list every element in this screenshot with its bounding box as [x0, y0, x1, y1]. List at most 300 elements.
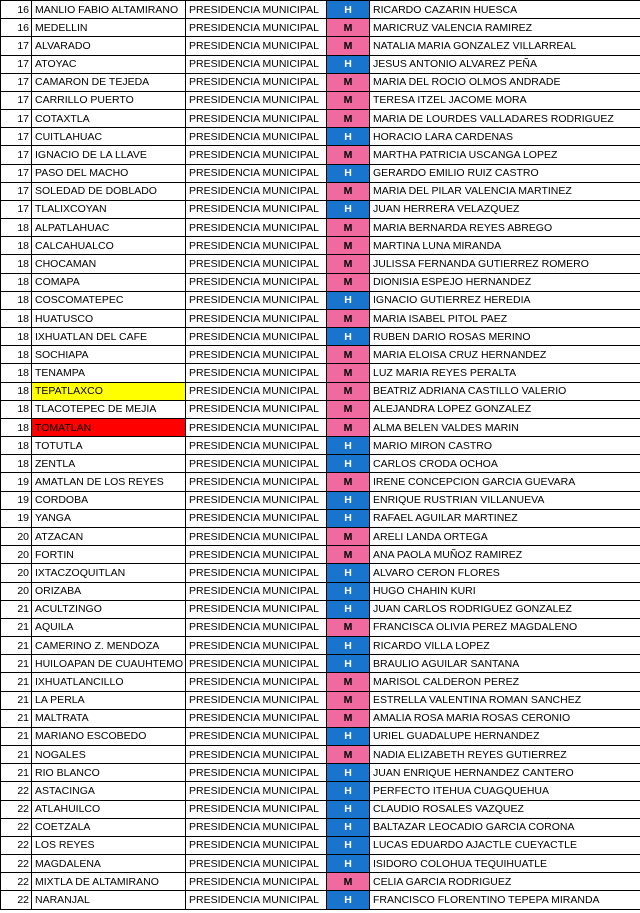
table-row [1, 764, 640, 782]
municipality-cell: IXHUATLAN DEL CAFE [32, 328, 186, 346]
candidate-name-cell: TERESA ITZEL JACOME MORA [370, 91, 640, 109]
sex-badge: M [327, 673, 370, 691]
district-cell: 17 [1, 146, 32, 164]
district-cell: 18 [1, 400, 32, 418]
sex-badge: M [327, 746, 370, 764]
candidate-name-cell: GERARDO EMILIO RUIZ CASTRO [370, 164, 640, 182]
table-row [1, 673, 640, 691]
candidate-name-cell: RAFAEL AGUILAR MARTINEZ [370, 509, 640, 527]
position-cell: PRESIDENCIA MUNICIPAL [186, 418, 327, 436]
position-cell: PRESIDENCIA MUNICIPAL [186, 146, 327, 164]
position-cell: PRESIDENCIA MUNICIPAL [186, 546, 327, 564]
sex-badge: M [327, 91, 370, 109]
candidate-name-cell: MARICRUZ VALENCIA RAMIREZ [370, 19, 640, 37]
district-cell: 22 [1, 836, 32, 854]
municipality-cell: ACULTZINGO [32, 600, 186, 618]
candidate-name-cell: NADIA ELIZABETH REYES GUTIERREZ [370, 746, 640, 764]
table-row [1, 1, 640, 19]
municipality-cell: IXTACZOQUITLAN [32, 564, 186, 582]
table-row [1, 473, 640, 491]
sex-badge: M [327, 346, 370, 364]
sex-badge: H [327, 582, 370, 600]
municipality-cell: TEPATLAXCO [32, 382, 186, 400]
candidate-name-cell: LUZ MARIA REYES PERALTA [370, 364, 640, 382]
district-cell: 22 [1, 818, 32, 836]
municipality-cell: MAGDALENA [32, 855, 186, 873]
candidate-name-cell: ARELI LANDA ORTEGA [370, 527, 640, 545]
district-cell: 22 [1, 800, 32, 818]
table-row [1, 600, 640, 618]
candidate-name-cell: MARIA ISABEL PITOL PAEZ [370, 309, 640, 327]
municipality-cell: TOMATLAN [32, 418, 186, 436]
sex-badge: H [327, 509, 370, 527]
sex-badge: M [327, 418, 370, 436]
table-row [1, 509, 640, 527]
table-row [1, 110, 640, 128]
candidate-name-cell: IRENE CONCEPCION GARCIA GUEVARA [370, 473, 640, 491]
sex-badge: M [327, 546, 370, 564]
municipality-cell: ALPATLAHUAC [32, 219, 186, 237]
candidate-name-cell: URIEL GUADALUPE HERNANDEZ [370, 727, 640, 745]
municipality-cell: MIXTLA DE ALTAMIRANO [32, 873, 186, 891]
district-cell: 18 [1, 418, 32, 436]
district-cell: 20 [1, 582, 32, 600]
municipality-cell: ORIZABA [32, 582, 186, 600]
district-cell: 18 [1, 346, 32, 364]
position-cell: PRESIDENCIA MUNICIPAL [186, 746, 327, 764]
district-cell: 21 [1, 637, 32, 655]
position-cell: PRESIDENCIA MUNICIPAL [186, 455, 327, 473]
sex-badge: H [327, 491, 370, 509]
table-row [1, 346, 640, 364]
sex-badge: M [327, 709, 370, 727]
position-cell: PRESIDENCIA MUNICIPAL [186, 836, 327, 854]
sex-badge: M [327, 19, 370, 37]
candidate-name-cell: ESTRELLA VALENTINA ROMAN SANCHEZ [370, 691, 640, 709]
candidate-name-cell: MARIA ELOISA CRUZ HERNANDEZ [370, 346, 640, 364]
table-row [1, 400, 640, 418]
candidate-name-cell: JUAN ENRIQUE HERNANDEZ CANTERO [370, 764, 640, 782]
district-cell: 22 [1, 855, 32, 873]
municipality-cell: LA PERLA [32, 691, 186, 709]
district-cell: 17 [1, 73, 32, 91]
district-cell: 18 [1, 455, 32, 473]
position-cell: PRESIDENCIA MUNICIPAL [186, 255, 327, 273]
candidate-name-cell: RICARDO VILLA LOPEZ [370, 637, 640, 655]
sex-badge: H [327, 855, 370, 873]
position-cell: PRESIDENCIA MUNICIPAL [186, 164, 327, 182]
position-cell: PRESIDENCIA MUNICIPAL [186, 855, 327, 873]
sex-badge: M [327, 364, 370, 382]
sex-badge: H [327, 818, 370, 836]
municipality-cell: COMAPA [32, 273, 186, 291]
table-row [1, 19, 640, 37]
table-row [1, 455, 640, 473]
municipality-cell: HUILOAPAN DE CUAUHTEMO [32, 655, 186, 673]
municipality-cell: ATOYAC [32, 55, 186, 73]
municipality-cell: CORDOBA [32, 491, 186, 509]
table-row [1, 818, 640, 836]
sex-badge: H [327, 891, 370, 909]
municipality-cell: RIO BLANCO [32, 764, 186, 782]
sex-badge: M [327, 146, 370, 164]
municipality-cell: ZENTLA [32, 455, 186, 473]
district-cell: 17 [1, 37, 32, 55]
candidate-name-cell: JULISSA FERNANDA GUTIERREZ ROMERO [370, 255, 640, 273]
municipality-cell: FORTIN [32, 546, 186, 564]
candidate-name-cell: ENRIQUE RUSTRIAN VILLANUEVA [370, 491, 640, 509]
sex-badge: H [327, 291, 370, 309]
candidate-name-cell: IGNACIO GUTIERREZ HEREDIA [370, 291, 640, 309]
sex-badge: M [327, 255, 370, 273]
municipality-cell: ATLAHUILCO [32, 800, 186, 818]
table-row [1, 309, 640, 327]
municipality-cell: ALVARADO [32, 37, 186, 55]
table-row [1, 855, 640, 873]
table-row [1, 709, 640, 727]
district-cell: 17 [1, 110, 32, 128]
position-cell: PRESIDENCIA MUNICIPAL [186, 764, 327, 782]
sex-badge: H [327, 764, 370, 782]
candidate-name-cell: BALTAZAR LEOCADIO GARCIA CORONA [370, 818, 640, 836]
municipality-cell: CAMERINO Z. MENDOZA [32, 637, 186, 655]
table-row [1, 182, 640, 200]
municipality-cell: ATZACAN [32, 527, 186, 545]
position-cell: PRESIDENCIA MUNICIPAL [186, 364, 327, 382]
municipality-cell: TOTUTLA [32, 437, 186, 455]
position-cell: PRESIDENCIA MUNICIPAL [186, 37, 327, 55]
municipality-cell: NARANJAL [32, 891, 186, 909]
municipality-cell: TLACOTEPEC DE MEJIA [32, 400, 186, 418]
sex-badge: M [327, 73, 370, 91]
district-cell: 22 [1, 873, 32, 891]
sex-badge: H [327, 328, 370, 346]
table-row [1, 891, 640, 909]
table-row [1, 582, 640, 600]
table-row [1, 237, 640, 255]
municipality-cell: COSCOMATEPEC [32, 291, 186, 309]
table-body [1, 1, 640, 910]
candidate-name-cell: MARIA DEL ROCIO OLMOS ANDRADE [370, 73, 640, 91]
municipality-cell: TLALIXCOYAN [32, 200, 186, 218]
candidate-name-cell: LUCAS EDUARDO AJACTLE CUEYACTLE [370, 836, 640, 854]
position-cell: PRESIDENCIA MUNICIPAL [186, 19, 327, 37]
sex-badge: H [327, 782, 370, 800]
district-cell: 19 [1, 473, 32, 491]
position-cell: PRESIDENCIA MUNICIPAL [186, 709, 327, 727]
municipality-cell: COTAXTLA [32, 110, 186, 128]
municipality-cell: LOS REYES [32, 836, 186, 854]
table-row [1, 418, 640, 436]
position-cell: PRESIDENCIA MUNICIPAL [186, 509, 327, 527]
municipality-cell: CARRILLO PUERTO [32, 91, 186, 109]
table-row [1, 255, 640, 273]
municipality-cell: IXHUATLANCILLO [32, 673, 186, 691]
table-row [1, 836, 640, 854]
municipality-cell: MEDELLIN [32, 19, 186, 37]
position-cell: PRESIDENCIA MUNICIPAL [186, 655, 327, 673]
candidate-name-cell: MARTHA PATRICIA USCANGA LOPEZ [370, 146, 640, 164]
table-row [1, 91, 640, 109]
position-cell: PRESIDENCIA MUNICIPAL [186, 346, 327, 364]
position-cell: PRESIDENCIA MUNICIPAL [186, 182, 327, 200]
district-cell: 16 [1, 19, 32, 37]
position-cell: PRESIDENCIA MUNICIPAL [186, 437, 327, 455]
municipality-cell: HUATUSCO [32, 309, 186, 327]
sex-badge: M [327, 400, 370, 418]
district-cell: 18 [1, 255, 32, 273]
municipality-cell: IGNACIO DE LA LLAVE [32, 146, 186, 164]
position-cell: PRESIDENCIA MUNICIPAL [186, 637, 327, 655]
table-row [1, 655, 640, 673]
district-cell: 21 [1, 600, 32, 618]
municipality-cell: SOCHIAPA [32, 346, 186, 364]
candidate-name-cell: PERFECTO ITEHUA CUAGQUEHUA [370, 782, 640, 800]
municipality-cell: MALTRATA [32, 709, 186, 727]
position-cell: PRESIDENCIA MUNICIPAL [186, 618, 327, 636]
sex-badge: M [327, 110, 370, 128]
candidate-name-cell: DIONISIA ESPEJO HERNANDEZ [370, 273, 640, 291]
position-cell: PRESIDENCIA MUNICIPAL [186, 328, 327, 346]
candidate-name-cell: NATALIA MARIA GONZALEZ VILLARREAL [370, 37, 640, 55]
sex-badge: M [327, 237, 370, 255]
position-cell: PRESIDENCIA MUNICIPAL [186, 691, 327, 709]
district-cell: 21 [1, 655, 32, 673]
sex-badge: H [327, 655, 370, 673]
candidate-name-cell: RUBEN DARIO ROSAS MERINO [370, 328, 640, 346]
sex-badge: M [327, 309, 370, 327]
candidate-name-cell: AMALIA ROSA MARIA ROSAS CERONIO [370, 709, 640, 727]
table-row [1, 164, 640, 182]
table-row [1, 128, 640, 146]
position-cell: PRESIDENCIA MUNICIPAL [186, 128, 327, 146]
candidate-name-cell: FRANCISCO FLORENTINO TEPEPA MIRANDA [370, 891, 640, 909]
district-cell: 22 [1, 891, 32, 909]
municipality-cell: CALCAHUALCO [32, 237, 186, 255]
candidate-name-cell: MARIO MIRON CASTRO [370, 437, 640, 455]
position-cell: PRESIDENCIA MUNICIPAL [186, 891, 327, 909]
position-cell: PRESIDENCIA MUNICIPAL [186, 291, 327, 309]
candidate-name-cell: MARTINA LUNA MIRANDA [370, 237, 640, 255]
district-cell: 17 [1, 164, 32, 182]
sex-badge: M [327, 219, 370, 237]
candidate-name-cell: JUAN CARLOS RODRIGUEZ GONZALEZ [370, 600, 640, 618]
sex-badge: H [327, 836, 370, 854]
sex-badge: M [327, 873, 370, 891]
position-cell: PRESIDENCIA MUNICIPAL [186, 309, 327, 327]
sex-badge: M [327, 473, 370, 491]
table-row [1, 564, 640, 582]
district-cell: 21 [1, 709, 32, 727]
table-row [1, 146, 640, 164]
position-cell: PRESIDENCIA MUNICIPAL [186, 873, 327, 891]
sex-badge: M [327, 182, 370, 200]
table-row [1, 637, 640, 655]
municipality-cell: CUITLAHUAC [32, 128, 186, 146]
district-cell: 17 [1, 91, 32, 109]
municipality-cell: SOLEDAD DE DOBLADO [32, 182, 186, 200]
district-cell: 17 [1, 200, 32, 218]
district-cell: 21 [1, 746, 32, 764]
position-cell: PRESIDENCIA MUNICIPAL [186, 273, 327, 291]
sex-badge: H [327, 1, 370, 19]
sex-badge: M [327, 273, 370, 291]
district-cell: 16 [1, 1, 32, 19]
position-cell: PRESIDENCIA MUNICIPAL [186, 818, 327, 836]
candidate-name-cell: CARLOS CRODA OCHOA [370, 455, 640, 473]
table-row [1, 618, 640, 636]
district-cell: 18 [1, 364, 32, 382]
table-row [1, 527, 640, 545]
district-cell: 18 [1, 382, 32, 400]
candidate-name-cell: HORACIO LARA CARDENAS [370, 128, 640, 146]
position-cell: PRESIDENCIA MUNICIPAL [186, 382, 327, 400]
table-row [1, 273, 640, 291]
candidate-name-cell: BEATRIZ ADRIANA CASTILLO VALERIO [370, 382, 640, 400]
municipality-cell: PASO DEL MACHO [32, 164, 186, 182]
district-cell: 22 [1, 782, 32, 800]
position-cell: PRESIDENCIA MUNICIPAL [186, 491, 327, 509]
municipality-cell: CAMARON DE TEJEDA [32, 73, 186, 91]
district-cell: 21 [1, 673, 32, 691]
position-cell: PRESIDENCIA MUNICIPAL [186, 55, 327, 73]
sex-badge: M [327, 691, 370, 709]
district-cell: 21 [1, 727, 32, 745]
sex-badge: H [327, 455, 370, 473]
table-row [1, 73, 640, 91]
table-row [1, 727, 640, 745]
sex-badge: M [327, 37, 370, 55]
municipality-cell: NOGALES [32, 746, 186, 764]
position-cell: PRESIDENCIA MUNICIPAL [186, 564, 327, 582]
table-row [1, 491, 640, 509]
candidate-name-cell: CELIA GARCIA RODRIGUEZ [370, 873, 640, 891]
municipality-cell: AQUILA [32, 618, 186, 636]
district-cell: 18 [1, 273, 32, 291]
position-cell: PRESIDENCIA MUNICIPAL [186, 673, 327, 691]
candidate-name-cell: ALEJANDRA LOPEZ GONZALEZ [370, 400, 640, 418]
sex-badge: H [327, 727, 370, 745]
sex-badge: H [327, 800, 370, 818]
table-row [1, 364, 640, 382]
candidate-name-cell: ISIDORO COLOHUA TEQUIHUATLE [370, 855, 640, 873]
sex-badge: M [327, 382, 370, 400]
municipality-cell: ASTACINGA [32, 782, 186, 800]
candidate-name-cell: MARIA DE LOURDES VALLADARES RODRIGUEZ [370, 110, 640, 128]
sex-badge: H [327, 637, 370, 655]
district-cell: 19 [1, 509, 32, 527]
municipality-cell: YANGA [32, 509, 186, 527]
table-row [1, 546, 640, 564]
municipality-cell: CHOCAMAN [32, 255, 186, 273]
district-cell: 18 [1, 219, 32, 237]
position-cell: PRESIDENCIA MUNICIPAL [186, 582, 327, 600]
table-row [1, 782, 640, 800]
table-row [1, 291, 640, 309]
sex-badge: H [327, 128, 370, 146]
position-cell: PRESIDENCIA MUNICIPAL [186, 91, 327, 109]
position-cell: PRESIDENCIA MUNICIPAL [186, 782, 327, 800]
position-cell: PRESIDENCIA MUNICIPAL [186, 73, 327, 91]
candidate-name-cell: FRANCISCA OLIVIA PEREZ MAGDALENO [370, 618, 640, 636]
position-cell: PRESIDENCIA MUNICIPAL [186, 800, 327, 818]
municipality-cell: AMATLAN DE LOS REYES [32, 473, 186, 491]
sex-badge: M [327, 527, 370, 545]
position-cell: PRESIDENCIA MUNICIPAL [186, 219, 327, 237]
table-row [1, 328, 640, 346]
position-cell: PRESIDENCIA MUNICIPAL [186, 473, 327, 491]
district-cell: 18 [1, 291, 32, 309]
candidate-name-cell: BRAULIO AGUILAR SANTANA [370, 655, 640, 673]
candidate-name-cell: ALVARO CERON FLORES [370, 564, 640, 582]
candidate-name-cell: MARISOL CALDERON PEREZ [370, 673, 640, 691]
table-row [1, 219, 640, 237]
candidate-name-cell: CLAUDIO ROSALES VAZQUEZ [370, 800, 640, 818]
district-cell: 18 [1, 437, 32, 455]
position-cell: PRESIDENCIA MUNICIPAL [186, 727, 327, 745]
sex-badge: M [327, 618, 370, 636]
sex-badge: H [327, 55, 370, 73]
candidate-name-cell: ALMA BELEN VALDES MARIN [370, 418, 640, 436]
position-cell: PRESIDENCIA MUNICIPAL [186, 400, 327, 418]
district-cell: 17 [1, 182, 32, 200]
position-cell: PRESIDENCIA MUNICIPAL [186, 110, 327, 128]
candidate-name-cell: MARIA DEL PILAR VALENCIA MARTINEZ [370, 182, 640, 200]
sex-badge: H [327, 600, 370, 618]
municipality-cell: MANLIO FABIO ALTAMIRANO [32, 1, 186, 19]
sex-badge: H [327, 164, 370, 182]
municipality-cell: COETZALA [32, 818, 186, 836]
position-cell: PRESIDENCIA MUNICIPAL [186, 237, 327, 255]
municipality-cell: MARIANO ESCOBEDO [32, 727, 186, 745]
position-cell: PRESIDENCIA MUNICIPAL [186, 527, 327, 545]
district-cell: 18 [1, 328, 32, 346]
candidate-name-cell: ANA PAOLA MUÑOZ RAMIREZ [370, 546, 640, 564]
candidate-name-cell: RICARDO CAZARIN HUESCA [370, 1, 640, 19]
position-cell: PRESIDENCIA MUNICIPAL [186, 600, 327, 618]
sex-badge: H [327, 437, 370, 455]
district-cell: 20 [1, 564, 32, 582]
position-cell: PRESIDENCIA MUNICIPAL [186, 1, 327, 19]
district-cell: 21 [1, 764, 32, 782]
table-row [1, 691, 640, 709]
candidate-name-cell: MARIA BERNARDA REYES ABREGO [370, 219, 640, 237]
sex-badge: H [327, 200, 370, 218]
table-row [1, 382, 640, 400]
district-cell: 21 [1, 618, 32, 636]
district-cell: 17 [1, 55, 32, 73]
municipality-cell: TENAMPA [32, 364, 186, 382]
district-cell: 17 [1, 128, 32, 146]
district-cell: 19 [1, 491, 32, 509]
sex-badge: H [327, 564, 370, 582]
table-row [1, 873, 640, 891]
candidate-name-cell: JESUS ANTONIO ALVAREZ PEÑA [370, 55, 640, 73]
candidate-name-cell: HUGO CHAHIN KURI [370, 582, 640, 600]
candidate-name-cell: JUAN HERRERA VELAZQUEZ [370, 200, 640, 218]
district-cell: 21 [1, 691, 32, 709]
table-row [1, 55, 640, 73]
district-cell: 20 [1, 527, 32, 545]
table-row [1, 37, 640, 55]
table-row [1, 800, 640, 818]
table-row [1, 746, 640, 764]
district-cell: 20 [1, 546, 32, 564]
district-cell: 18 [1, 237, 32, 255]
position-cell: PRESIDENCIA MUNICIPAL [186, 200, 327, 218]
table-row [1, 437, 640, 455]
district-cell: 18 [1, 309, 32, 327]
